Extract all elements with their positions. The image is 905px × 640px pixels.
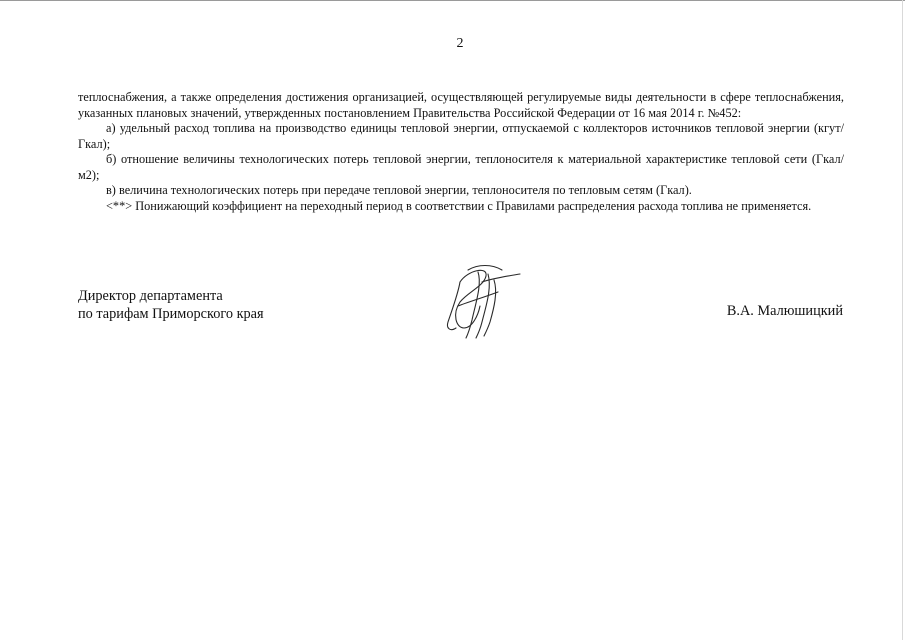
paragraph-item-b: б) отношение величины технологических потерь тепловой энергии, теплоносителя к материальной характеристике тепловой сети (Гкал/м2);	[78, 152, 844, 182]
top-border	[0, 0, 905, 1]
handwritten-signature-icon	[438, 262, 538, 342]
paragraph-item-a: а) удельный расход топлива на производство единицы тепловой энергии, отпускаемой с коллекторов источников тепловой энергии (кгут/Гкал);	[78, 121, 844, 151]
position-line-1: Директор департамента	[78, 288, 223, 304]
body-text	[78, 90, 844, 214]
paragraph-continuation: теплоснабжения, а также определения достижения организацией, осуществляющей регулируемые виды деятельности в сфере теплоснабжения, указанных плановых значений, утвержденных постановлением Правительства Российской Федерации от 16 мая 2014 г. №452:	[78, 90, 844, 120]
page-number: 2	[456, 36, 464, 51]
signatory-position	[78, 287, 264, 323]
paragraph-item-c: в) величина технологических потерь при передаче тепловой энергии, теплоносителя по тепловым сетям (Гкал).	[106, 183, 692, 197]
position-line-2: по тарифам Приморского края	[78, 306, 264, 322]
footnote-paragraph: <**> Понижающий коэффициент на переходный период в соответствии с Правилами распределения расхода топлива не применяется.	[106, 198, 812, 213]
signatory-name: В.А. Малюшицкий	[726, 303, 843, 319]
right-border	[902, 0, 903, 640]
